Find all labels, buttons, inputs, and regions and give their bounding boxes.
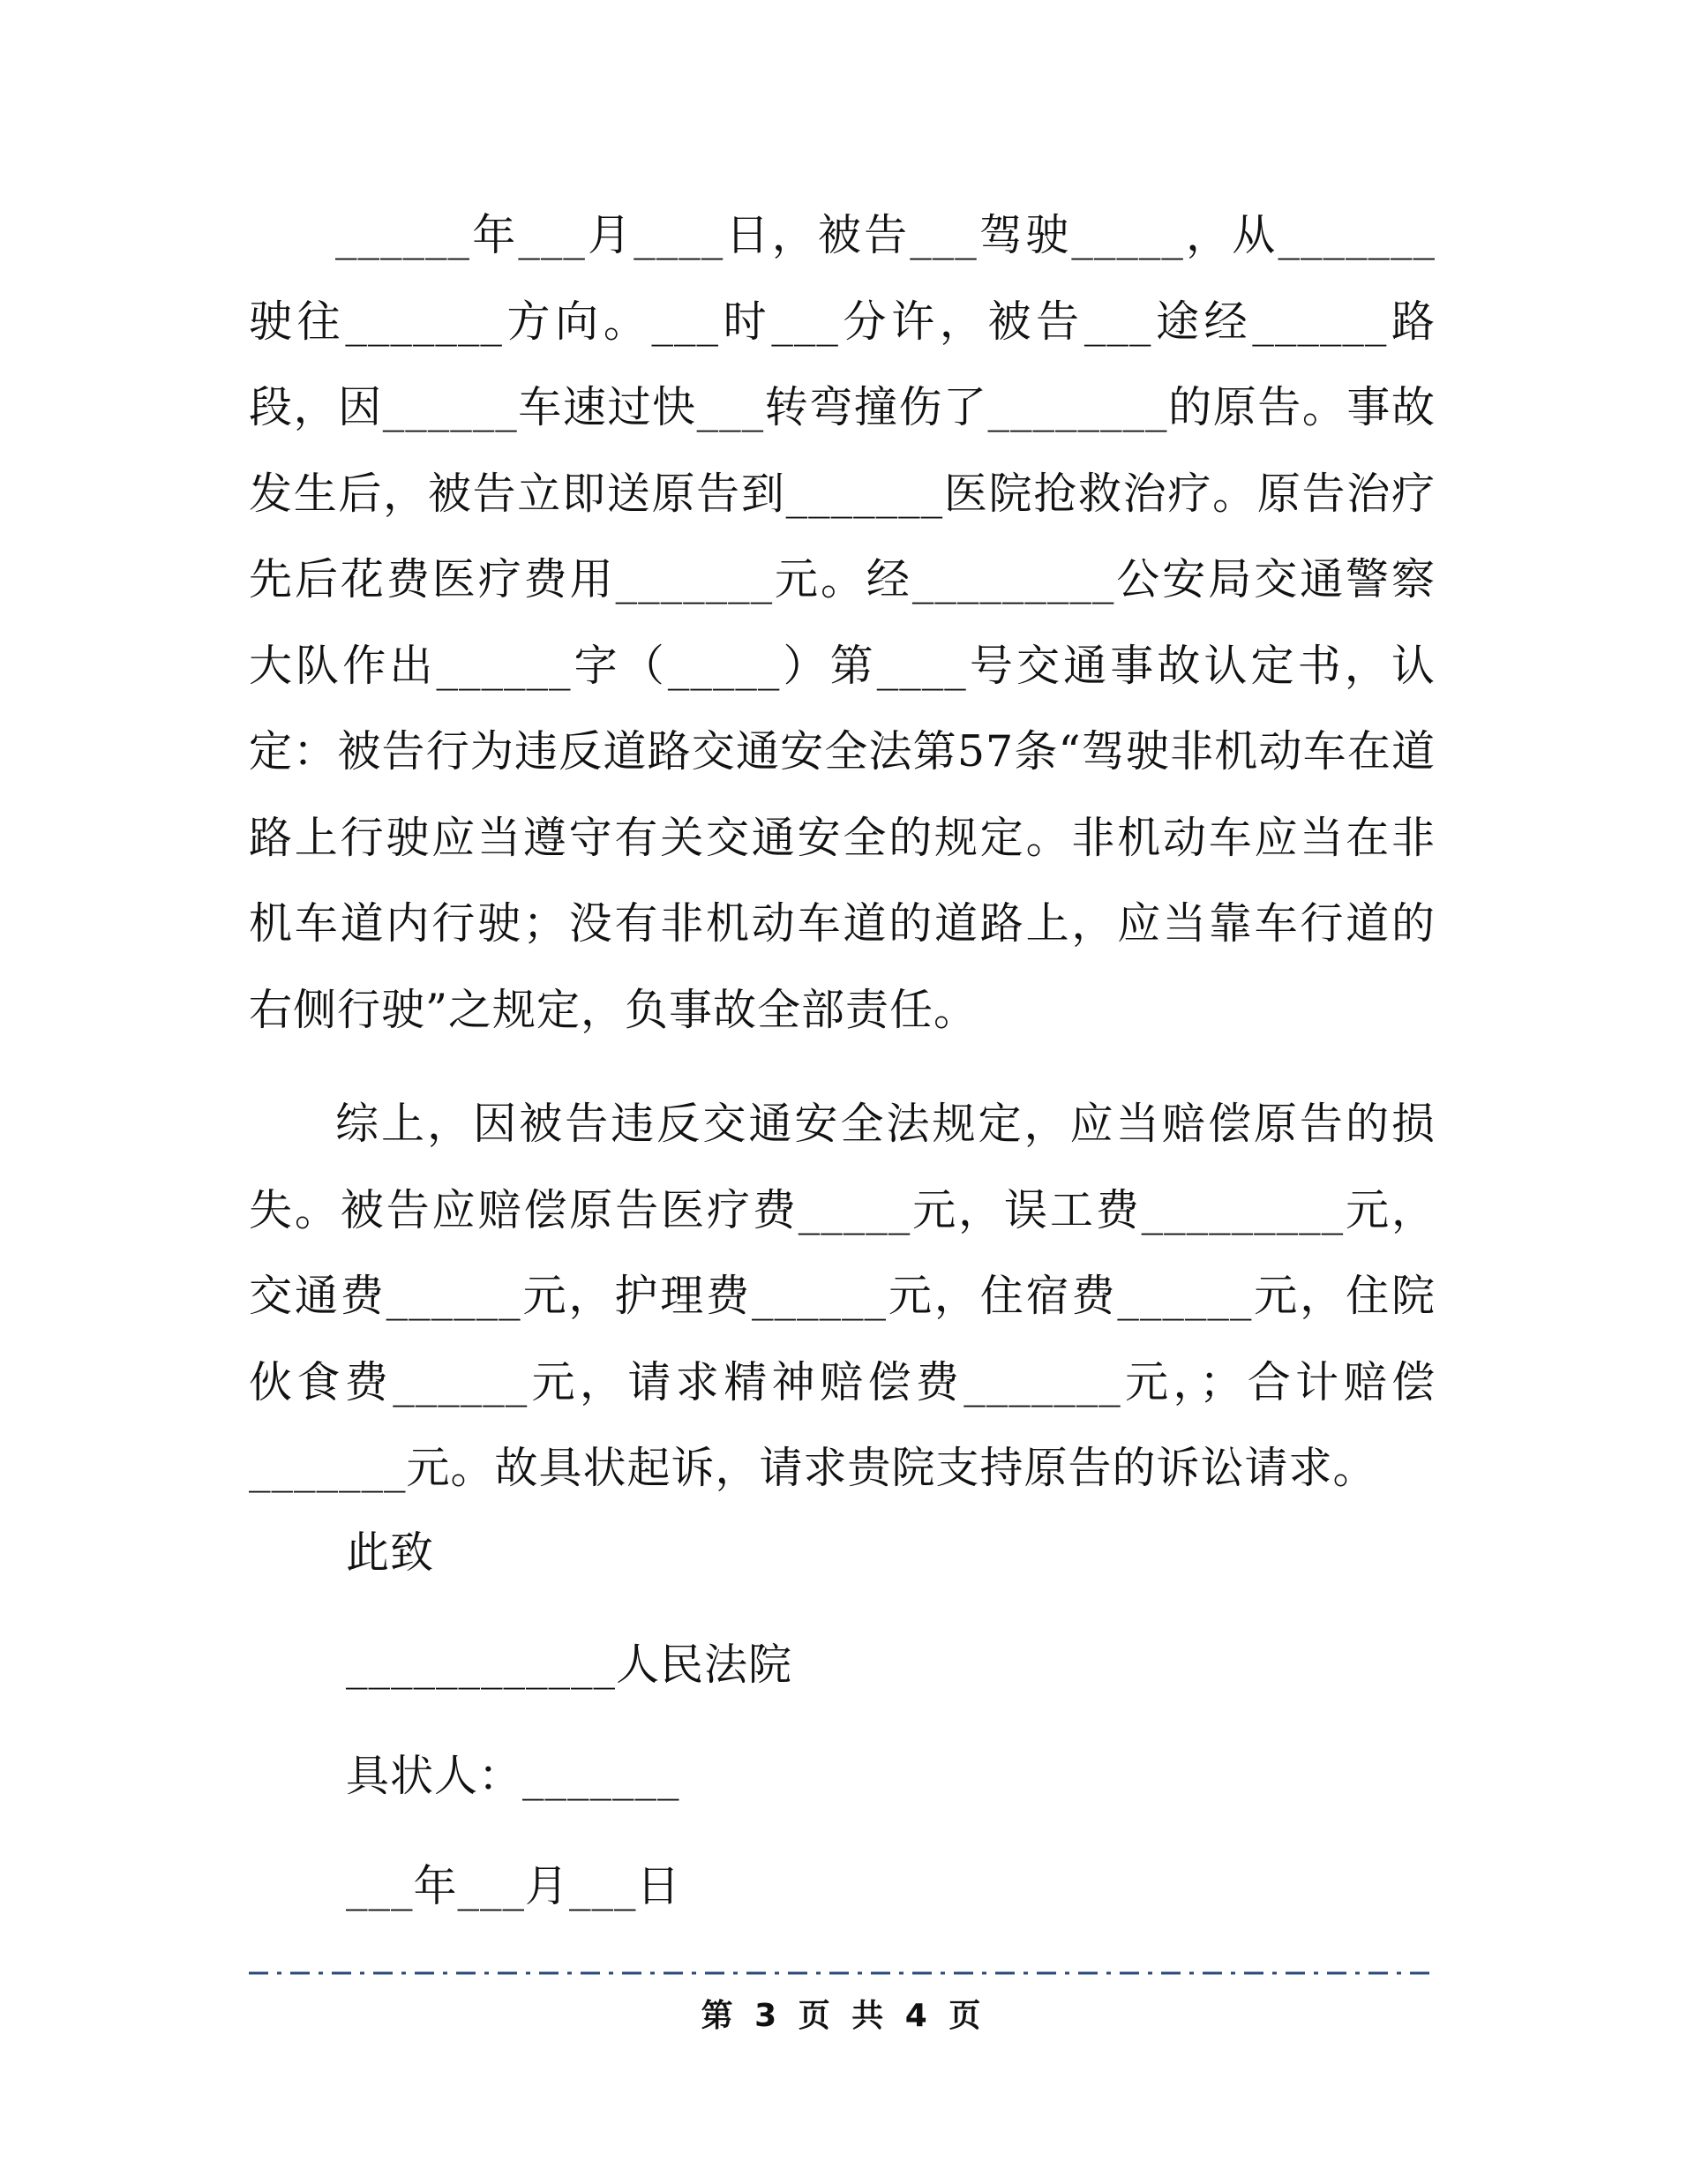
document-body xyxy=(249,192,1436,1512)
paragraph-accident-facts: ______年___月____日，被告___驾驶_____，从_______驶往_______方向。___时___分许，被告___途经______路段，因______车速过快___转弯撞伤了________的原告。事故发生后，被告立即送原告到_______医院抢救治疗。原告治疗先后花费医疗费用_______元。经_________公安局交通警察大队作出______字（_____）第____号交通事故认定书，认定：被告行为违反道路交通安全法第57条“驾驶非机动车在道路上行驶应当遵守有关交通安全的规定。非机动车应当在非机车道内行驶；没有非机动车道的道路上，应当靠车行道的右侧行驶”之规定，负事故全部责任。 xyxy=(249,210,1436,1035)
salutation: 此致 xyxy=(346,1527,435,1578)
court-line: ____________人民法院 xyxy=(346,1640,793,1690)
footer-divider xyxy=(249,1971,1436,1975)
page-indicator: 第 3 页 共 4 页 xyxy=(701,1998,986,2034)
paragraph-claims: 综上，因被告违反交通安全法规定，应当赔偿原告的损失。被告应赔偿原告医疗费_____元，误工费_________元，交通费______元，护理费______元，住宿费______元，住院伙食费______元，请求精神赔偿费_______元，；合计赔偿_______元。故具状起诉，请求贵院支持原告的诉讼请求。 xyxy=(249,1099,1436,1493)
plaintiff-signature-line: 具状人：_______ xyxy=(346,1751,680,1801)
date-line: ___年___月___日 xyxy=(346,1861,681,1911)
